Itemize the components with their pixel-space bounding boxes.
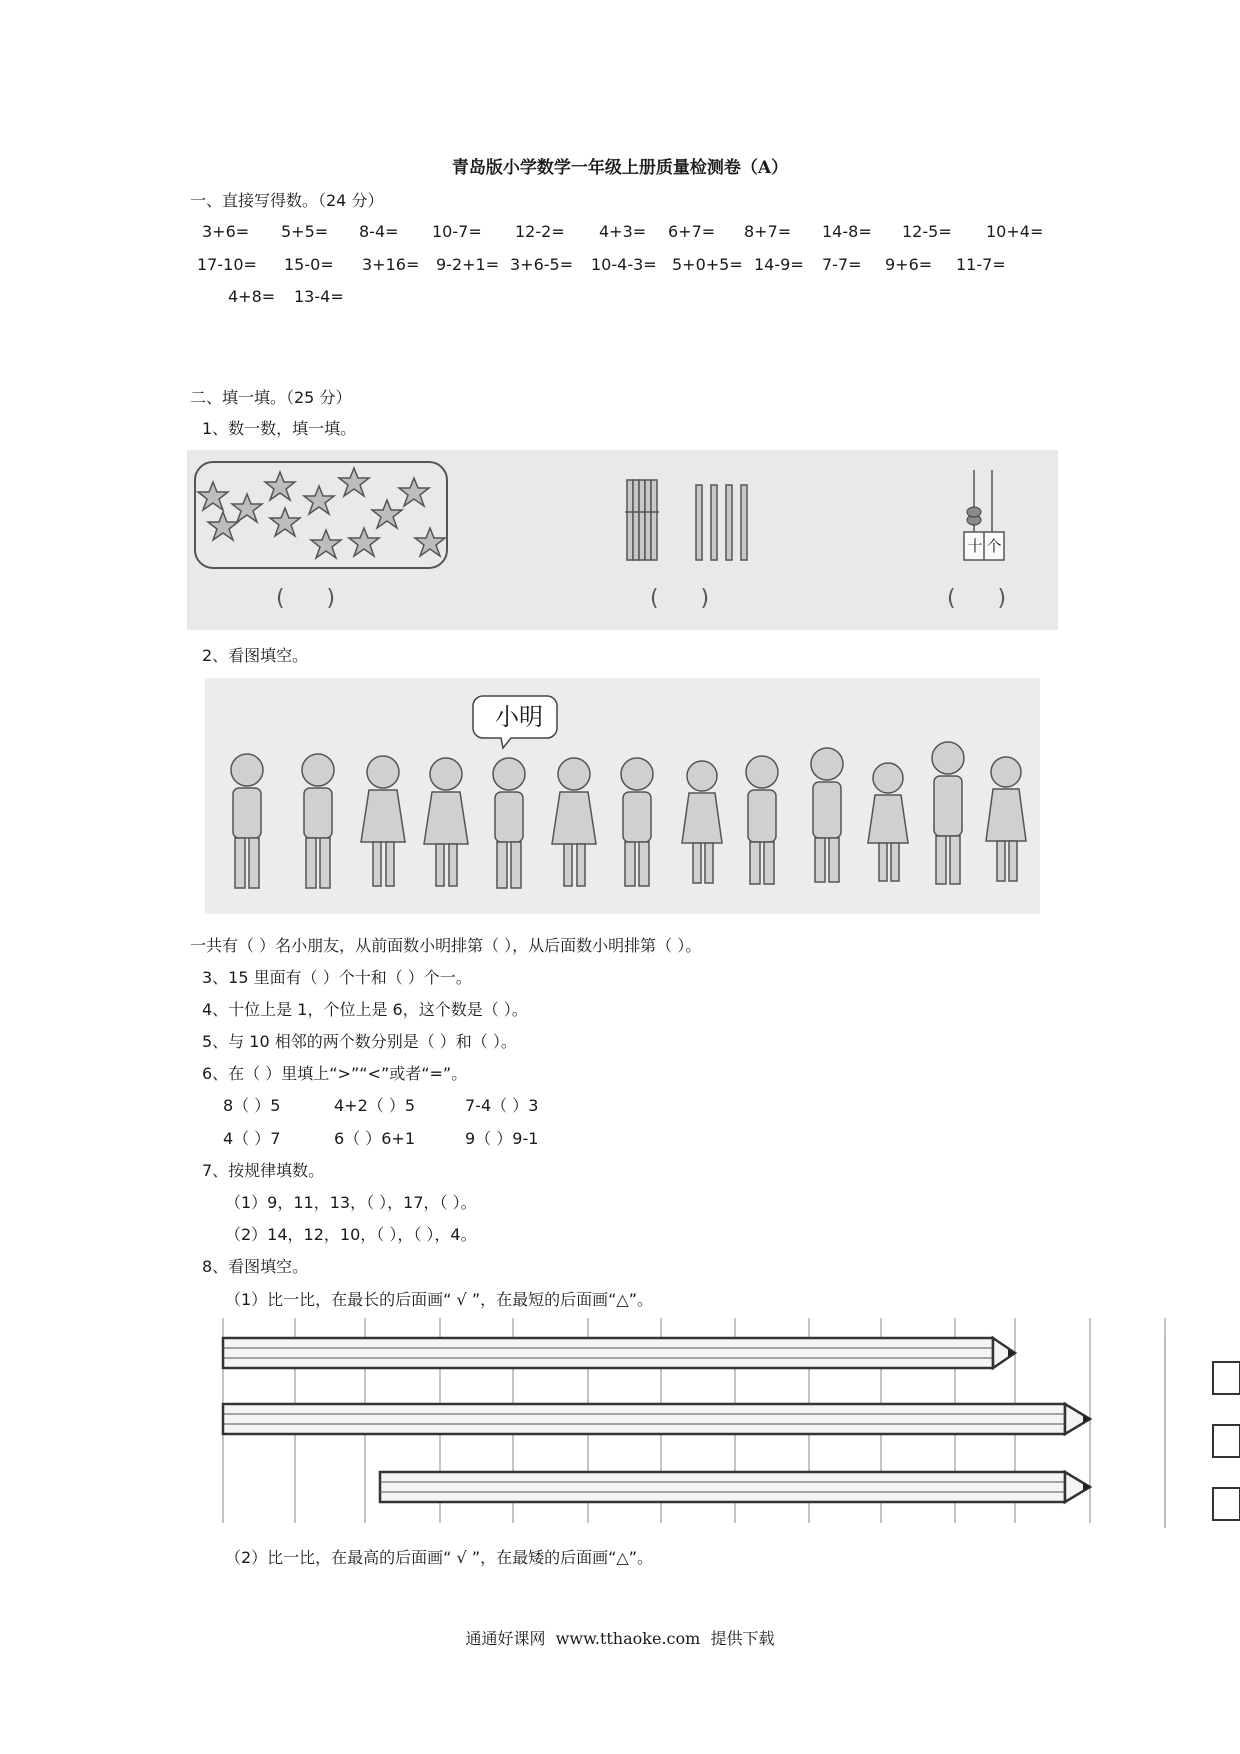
arith-item: 11-7= (956, 255, 1006, 274)
arith-item: 14-8= (822, 222, 872, 241)
answer-paren-sticks: ( ) (650, 586, 710, 611)
arith-item: 8-4= (359, 222, 399, 241)
arith-item: 5+5= (281, 222, 329, 241)
section2-heading: 二、填一填。（25 分） (190, 388, 352, 407)
q8-instruction-a: （1）比一比，在最长的后面画“ √ ”，在最短的后面画“△”。 (225, 1290, 654, 1309)
q5-text: 5、与 10 相邻的两个数分别是（ ）和（ ）。 (202, 1032, 517, 1051)
arith-item: 10-7= (432, 222, 482, 241)
q7-label: 7、按规律填数。 (202, 1161, 325, 1180)
q7-sequence-a: （1）9，11，13，（ ），17，（ ）。 (225, 1193, 477, 1212)
compare-item: 4+2（ ）5 (334, 1096, 416, 1115)
compare-row-2 (0, 1126, 1240, 1148)
q2-text: 一共有（ ）名小朋友，从前面数小明排第（ ），从后面数小明排第（ ）。 (190, 936, 702, 955)
arith-item: 14-9= (754, 255, 804, 274)
arith-item: 12-5= (902, 222, 952, 241)
arith-item: 8+7= (744, 222, 792, 241)
abacus-ones-label: 个 (986, 537, 1002, 555)
arith-item: 13-4= (294, 287, 344, 306)
footer-source: 通通好课网 www.tthaoke.com 提供下载 (465, 1629, 775, 1648)
arith-item: 5+0+5= (672, 255, 743, 274)
pencils-figure (215, 1318, 1240, 1538)
page-title: 青岛版小学数学一年级上册质量检测卷（A） (451, 158, 789, 178)
arith-item: 9+6= (885, 255, 933, 274)
compare-item: 7-4（ ）3 (465, 1096, 539, 1115)
arith-row-3 (0, 287, 1240, 309)
xiaoming-bubble-label: 小明 (495, 703, 543, 731)
compare-item: 8（ ）5 (223, 1096, 281, 1115)
arith-item: 4+3= (599, 222, 647, 241)
q3-text: 3、15 里面有（ ）个十和（ ）个一。 (202, 968, 472, 987)
q7-sequence-b: （2）14，12，10，（ ），（ ），4。 (225, 1225, 477, 1244)
arith-item: 15-0= (284, 255, 334, 274)
counting-figure (187, 450, 1058, 630)
q2-label: 2、看图填空。 (202, 646, 309, 665)
arith-item: 9-2+1= (436, 255, 500, 274)
arith-row-1 (0, 222, 1240, 244)
answer-paren-stars: ( ) (276, 586, 336, 611)
section1-heading: 一、直接写得数。（24 分） (190, 191, 384, 210)
q4-text: 4、十位上是 1，个位上是 6，这个数是（ ）。 (202, 1000, 528, 1019)
compare-row-1 (0, 1093, 1240, 1115)
compare-item: 6（ ）6+1 (334, 1129, 416, 1148)
children-image (205, 678, 1040, 914)
arith-item: 12-2= (515, 222, 565, 241)
arith-item: 6+7= (668, 222, 716, 241)
children-line-figure (205, 678, 1040, 914)
arith-item: 3+16= (362, 255, 420, 274)
compare-item: 4（ ）7 (223, 1129, 281, 1148)
arith-item: 7-7= (822, 255, 862, 274)
arith-item: 3+6-5= (510, 255, 574, 274)
arith-item: 10-4-3= (591, 255, 657, 274)
arith-item: 4+8= (228, 287, 276, 306)
arith-item: 17-10= (197, 255, 257, 274)
q8-instruction-b: （2）比一比，在最高的后面画“ √ ”，在最矮的后面画“△”。 (225, 1548, 654, 1567)
pencils-image (215, 1318, 1240, 1538)
q6-label: 6、在（ ）里填上“>”“<”或者“=”。 (202, 1064, 468, 1083)
answer-paren-abacus: ( ) (947, 586, 1007, 611)
arith-item: 10+4= (986, 222, 1044, 241)
compare-item: 9（ ）9-1 (465, 1129, 539, 1148)
arith-item: 3+6= (202, 222, 250, 241)
q8-label: 8、看图填空。 (202, 1257, 309, 1276)
arith-row-2 (0, 255, 1240, 277)
q1-label: 1、数一数，填一填。 (202, 419, 357, 438)
abacus-tens-label: 十 (967, 537, 983, 555)
